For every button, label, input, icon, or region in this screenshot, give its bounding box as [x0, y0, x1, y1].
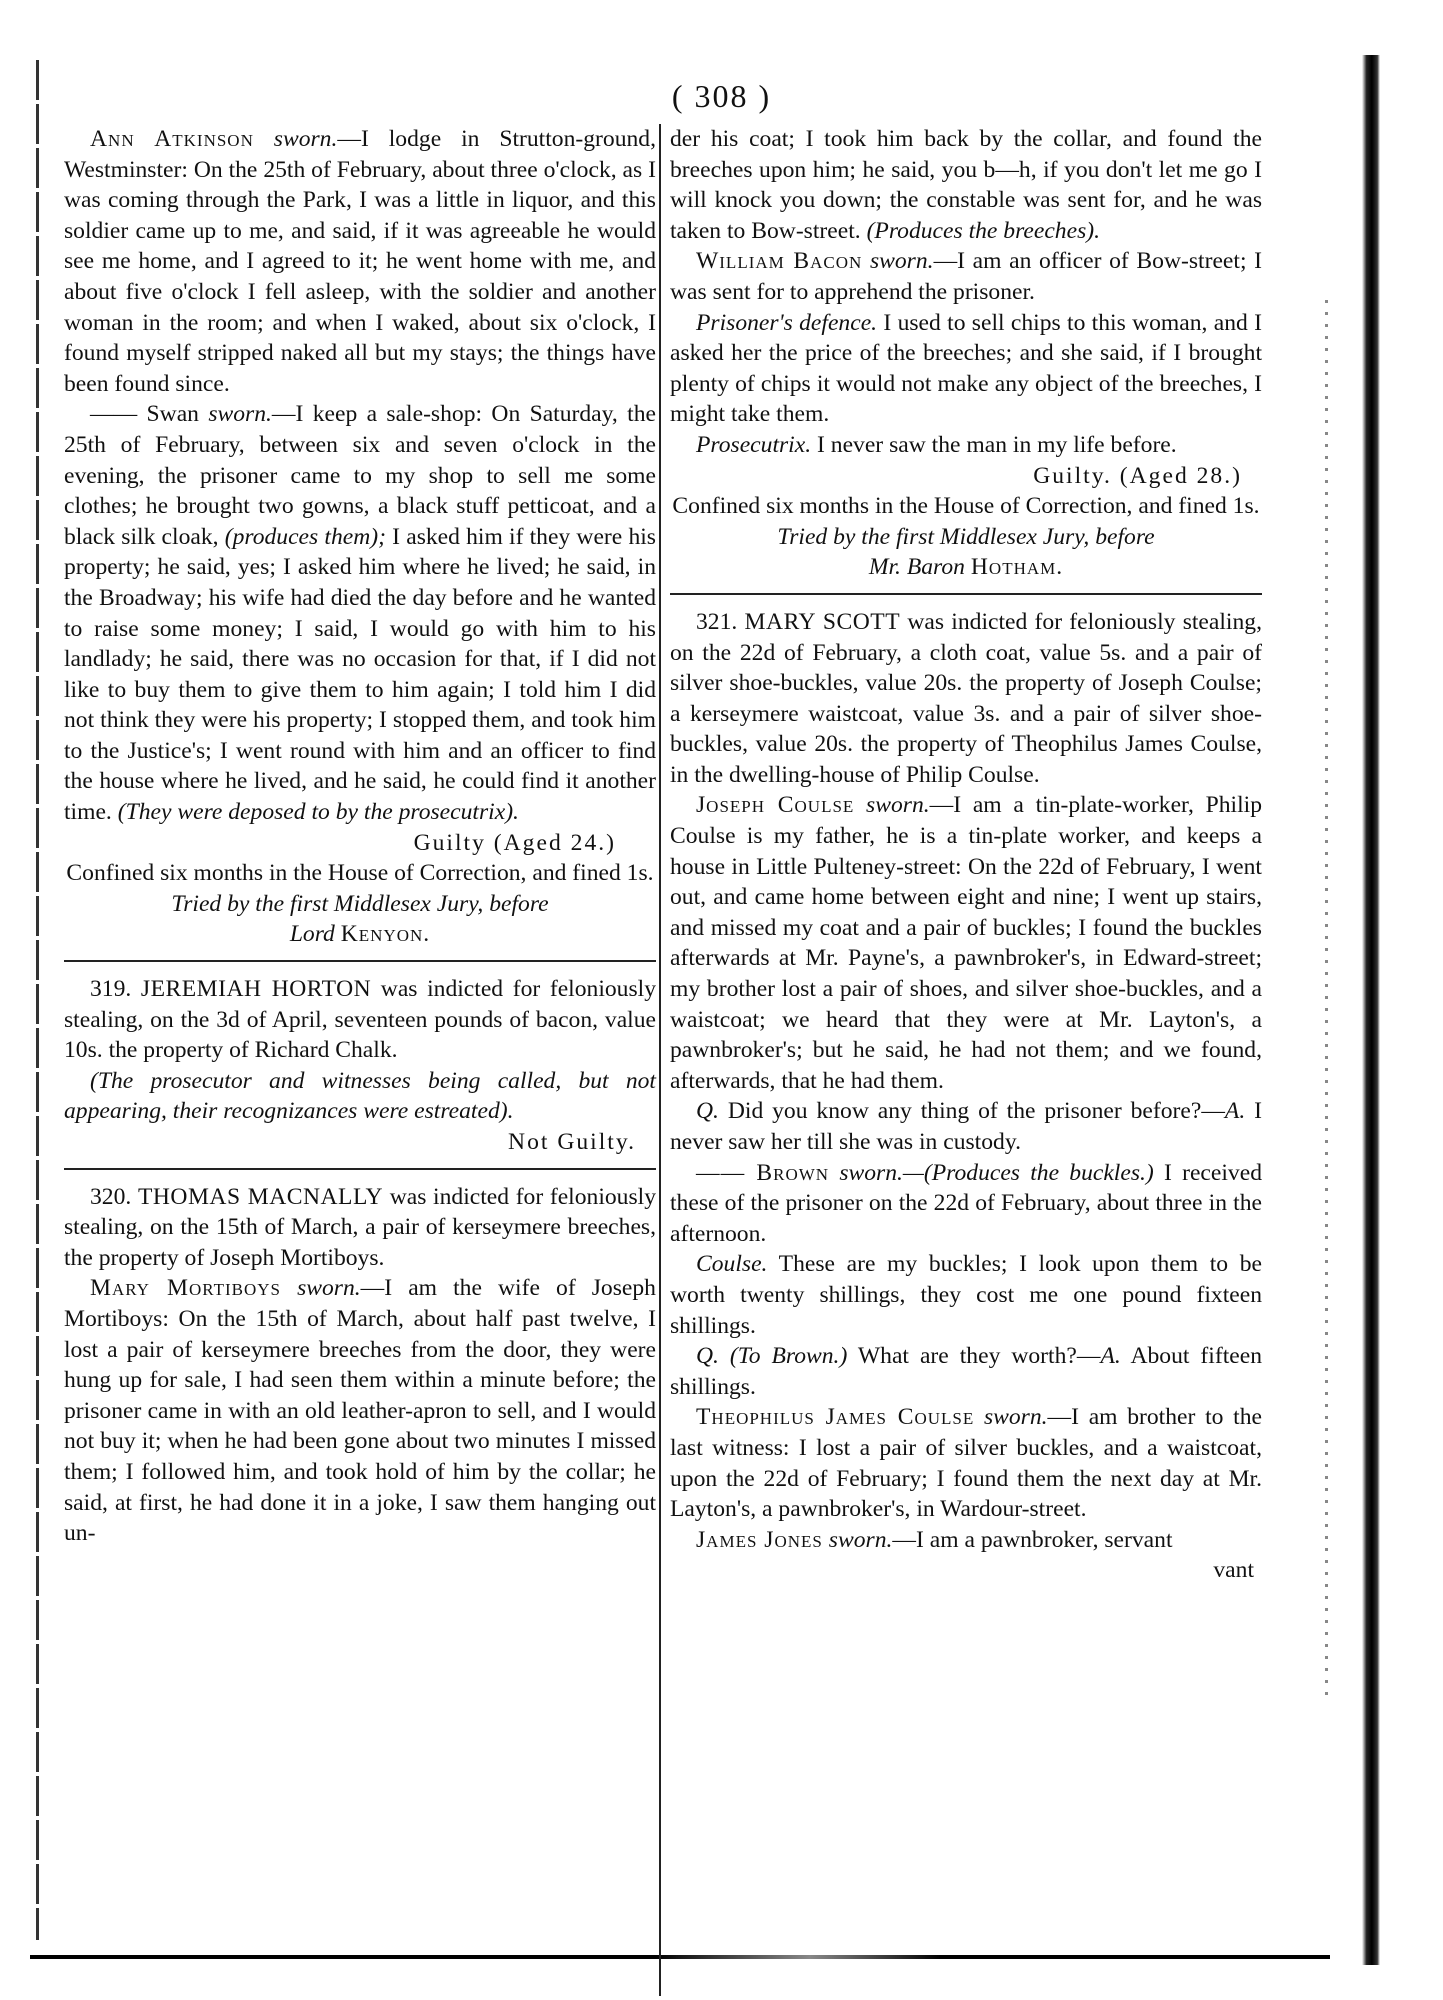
testimony-joseph-coulse: [670, 790, 1262, 1096]
dotted-margin: [1325, 300, 1328, 1700]
column-divider: [659, 124, 661, 1996]
verdict: Guilty (Aged 24.): [413, 829, 616, 856]
defendant-name: THOMAS MACNALLY: [137, 1183, 384, 1210]
testimony-swan: [64, 399, 656, 827]
jury-line: Tried by the first Middlesex Jury, before: [777, 523, 1155, 550]
sworn-label: sworn.: [828, 1526, 893, 1553]
indictment-text: was indicted for feloniously stealing, on the 3d of April, seventeen pounds of bacon, value 10s. the property of Richard Chalk.: [64, 976, 656, 1064]
sworn-label: sworn.: [208, 401, 272, 428]
judge-name: Kenyon.: [340, 921, 431, 948]
stage-note: (To Brown.): [729, 1343, 848, 1370]
testimony-text: —I am brother to the last witness: I lost a pair of silver buckles, and a waistcoat, upon the 22d of February; I found them the next day at Mr. Layton's, a pawnbroker's, in Wardour-street.: [670, 1404, 1262, 1523]
witness-name: James Jones: [696, 1526, 823, 1553]
testimony-james-jones: [670, 1525, 1262, 1556]
case-319-note: (The prosecutor and witnesses being called, but not appearing, their recognizances were estreated).: [64, 1067, 656, 1125]
speaker-label: Coulse.: [696, 1251, 768, 1278]
case-number: 319.: [90, 976, 132, 1003]
sentence: Confined six months in the House of Correction, and fined 1s.: [66, 860, 654, 887]
judge-name: Hotham.: [970, 554, 1064, 581]
testimony-theophilus-coulse: [670, 1402, 1262, 1524]
question-text: What are they worth?—: [857, 1343, 1101, 1370]
witness-name: Joseph Coulse: [696, 792, 855, 819]
testimony-text: —I am an officer of Bow-street; I was sent for to apprehend the prisoner.: [670, 248, 1263, 305]
witness-name: —— Brown: [696, 1159, 830, 1186]
question-answer: [670, 1096, 1262, 1157]
question-text: Did you know any thing of the prisoner before?—: [727, 1098, 1225, 1125]
sworn-label: sworn.: [983, 1404, 1048, 1431]
stage-note: —(Produces the buckles.): [902, 1159, 1154, 1186]
case-320: [64, 1182, 656, 1274]
question-marker: Q.: [696, 1343, 719, 1370]
indictment-text: was indicted for feloniously stealing, on the 22d of February, a cloth coat, value 5s. and a pair of silver shoe-buckles, value 20s. the property of Joseph Coulse; a kerseymere waistcoat, value 3s. and a pair of silver shoe-buckles, value 20s. the property of Theophilus James Coulse, in the dwelling-house of Philip Coulse.: [670, 608, 1262, 788]
case-separator: [64, 960, 656, 962]
verdict: Not Guilty.: [508, 1129, 636, 1155]
stage-note: (They were deposed to by the prosecutrix).: [117, 799, 519, 826]
catchword: vant: [1213, 1557, 1254, 1584]
indictment-text: was indicted for feloniously stealing, on the 15th of March, a pair of kerseymere breeches, the property of Joseph Mortiboys.: [64, 1183, 657, 1271]
stage-note: (Produces the breeches).: [866, 217, 1101, 244]
testimony-ann-atkinson: [64, 124, 656, 399]
judge-title: Mr. Baron: [868, 554, 965, 581]
testimony-text: —I am a tin-plate-worker, Philip Coulse is my father, he is a tin-plate worker, and keeps a house in Little Pulteney-street: On the 22d of February, I went out, and came home between eight and nine; I went up stairs, and missed my coat and a pair of buckles; I found the buckles afterwards at Mr. Payne's, a pawnbroker's, in Edward-street; my brother lost a pair of shoes, and silver shoe-buckles, and a waistcoat; we heard that they were at Mr. Layton's, a pawnbroker's; but he said, he had not them; and we found, afterwards, that he had them.: [670, 792, 1262, 1094]
testimony-mary-mortiboys: [64, 1273, 656, 1548]
witness-name: Ann Atkinson: [90, 126, 254, 152]
case-number: 321.: [696, 608, 738, 635]
testimony-william-bacon: [670, 246, 1262, 307]
testimony-text: —I keep a sale-shop: On Saturday, the 25th of February, between six and seven o'clock in the evening, the prisoner came to my shop to sell me some clothes; he brought two gowns, a black stuff petticoat, and a black silk cloak,: [64, 401, 656, 550]
answer-marker: A.: [1100, 1343, 1121, 1370]
prosecutrix-statement: [670, 430, 1262, 461]
sentence: Confined six months in the House of Correction, and fined 1s.: [672, 493, 1260, 520]
verdict: Guilty. (Aged 28.): [1033, 462, 1242, 489]
testimony-text: I asked him if they were his property; he said, yes; I asked him where he lived; he said, in the Broadway; his wife had died the day before and he wanted to raise some money; I said, I would go with him to his landlady; he said, there was no occasion for that, if I did not like to buy them to give them to him again; I told him I did not think they were his property; I stopped them, and took him to the Justice's; I went round with him and an officer to find the house where he lived, and he said, he could find it another time.: [64, 523, 656, 826]
judge-line: [670, 552, 1262, 583]
stage-note: (produces them);: [224, 523, 386, 550]
testimony-brown: [670, 1158, 1262, 1250]
right-column: [670, 124, 1262, 1586]
testimony-continued: [670, 124, 1262, 246]
binding-edge: [1362, 55, 1380, 1965]
defendant-name: MARY SCOTT: [744, 608, 901, 635]
witness-name: Theophilus James Coulse: [696, 1404, 975, 1431]
testimony-text: I received these of the prisoner on the 22d of February, about three in the afternoon.: [670, 1159, 1262, 1247]
sworn-label: sworn.: [297, 1275, 361, 1302]
testimony-text: —I am a pawnbroker, servant: [892, 1526, 1173, 1553]
witness-name: William Bacon: [696, 248, 863, 275]
sworn-label: sworn.: [273, 126, 338, 152]
testimony-text: der his coat; I took him back by the collar, and found the breeches upon him; he said, you b—h, if you don't let me go I will knock you down; the constable was sent for, and he was taken to Bow-street.: [670, 126, 1262, 244]
prosecutrix-label: Prosecutrix.: [696, 431, 812, 458]
case-separator: [670, 593, 1262, 595]
witness-name: —— Swan: [90, 401, 199, 428]
statement-text: These are my buckles; I look upon them to be worth twenty shillings, they cost me one pound fixteen shillings.: [670, 1251, 1262, 1339]
answer-text: I never saw her till she was in custody.: [670, 1098, 1262, 1155]
judge-title: Lord: [289, 921, 335, 948]
sworn-label: sworn.: [866, 792, 930, 819]
question-marker: Q.: [696, 1098, 719, 1125]
sworn-label: sworn.: [869, 248, 934, 275]
defence-label: Prisoner's defence.: [696, 309, 878, 336]
answer-text: About fifteen shillings.: [670, 1343, 1262, 1400]
statement-text: I never saw the man in my life before.: [817, 431, 1177, 458]
testimony-text: —I lodge in Strutton-ground, Westminster: On the 25th of February, about three o'clock, as I was coming through the Park, I was a little in liquor, and this soldier came up to me, and said, if it was agreeable he would see me home, and I agreed to it; he went home with me, and about five o'clock I fell asleep, with the soldier and another woman in the room; and when I waked, about six o'clock, I found myself stripped naked all but my stays; the things have been found since.: [64, 126, 656, 397]
case-number: 320.: [90, 1183, 132, 1210]
case-319: [64, 974, 656, 1066]
judge-line: [64, 919, 656, 950]
question-answer: [670, 1341, 1262, 1402]
defendant-name: JEREMIAH HORTON: [140, 976, 372, 1003]
defence-text: I used to sell chips to this woman, and I asked her the price of the breeches; and she said, if I brought plenty of chips it would not make any object of the breeches, I might take them.: [670, 309, 1263, 428]
testimony-text: —I am the wife of Joseph Mortiboys: On the 15th of March, about half past twelve, I lost a pair of kerseymere breeches from the door, they were hung up for sale, I had seen them within a minute before; the prisoner came in with an old leather-apron to sell, and I would not buy it; when he had been gone about two minutes I missed them; I followed him, and took hold of him by the collar; he said, at first, he had done it in a joke, I saw them hanging out un-: [64, 1275, 656, 1547]
left-column: [64, 124, 656, 1549]
sworn-label: sworn.: [839, 1159, 903, 1186]
witness-name: Mary Mortiboys: [90, 1275, 281, 1302]
page-number: ( 308 ): [671, 78, 772, 114]
coulse-statement: [670, 1249, 1262, 1341]
left-page-edge: [36, 60, 39, 1940]
case-separator: [64, 1168, 656, 1170]
bottom-rule: [30, 1955, 1330, 1959]
jury-line: Tried by the first Middlesex Jury, before: [171, 890, 549, 917]
case-321: [670, 607, 1262, 791]
prisoner-defence: [670, 308, 1262, 430]
answer-marker: A.: [1224, 1098, 1246, 1125]
